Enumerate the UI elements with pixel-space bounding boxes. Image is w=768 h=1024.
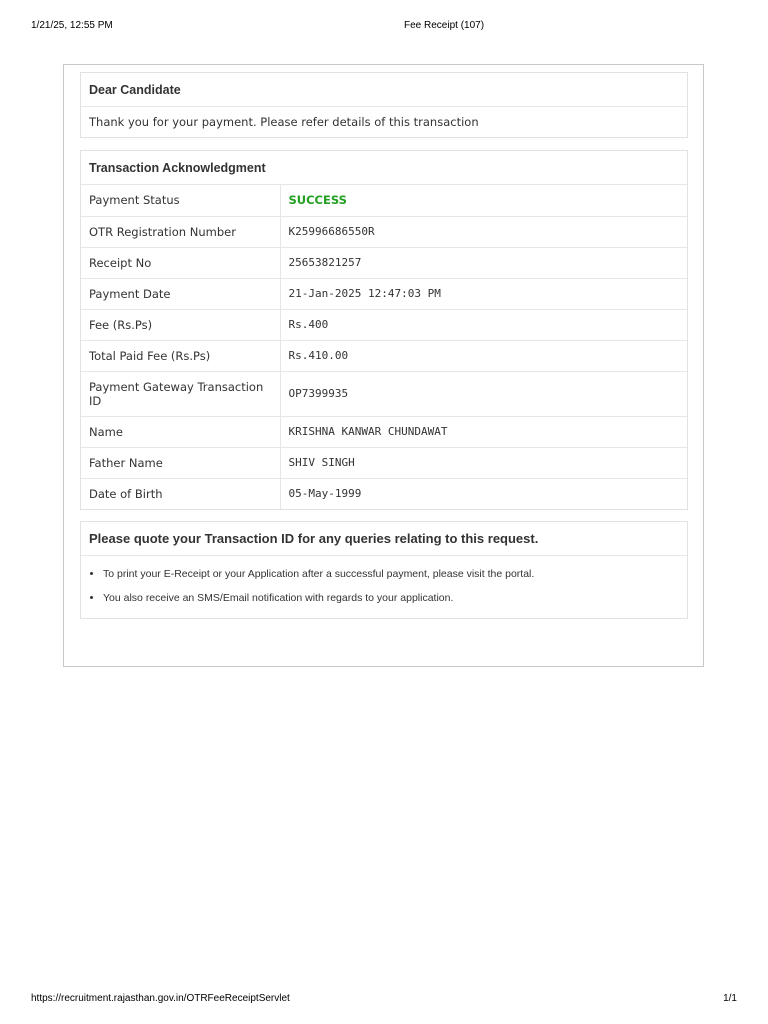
table-row [81,371,687,416]
notice-heading: Please quote your Transaction ID for any queries relating to this request. [81,522,687,556]
notice-list [81,556,687,614]
row-value: KRISHNA KANWAR CHUNDAWAT [280,416,687,447]
row-value: 21-Jan-2025 12:47:03 PM [280,278,687,309]
page-number: 1/1 [723,993,737,1004]
table-row [81,309,687,340]
row-label: Payment Date [81,278,280,309]
row-value: 05-May-1999 [280,478,687,509]
list-item: • You also receive an SMS/Email notification with regards to your application. [103,590,687,614]
row-label: Father Name [81,447,280,478]
row-label: Total Paid Fee (Rs.Ps) [81,340,280,371]
greeting-panel [80,72,688,138]
table-row [81,340,687,371]
acknowledgment-heading: Transaction Acknowledgment [81,151,687,185]
table-row [81,247,687,278]
table-row [81,185,687,216]
row-label: Name [81,416,280,447]
row-label: Payment Status [81,185,280,216]
row-label: OTR Registration Number [81,216,280,247]
notice-panel [80,521,688,619]
table-row [81,278,687,309]
row-value: 25653821257 [280,247,687,278]
row-value: OP7399935 [280,371,687,416]
acknowledgment-table [81,185,687,509]
table-row [81,216,687,247]
row-label: Receipt No [81,247,280,278]
print-url: https://recruitment.rajasthan.gov.in/OTRFeeReceiptServlet [31,993,290,1004]
row-value: K25996686550R [280,216,687,247]
acknowledgment-panel [80,150,688,510]
print-header [31,20,737,34]
row-value: Rs.400 [280,309,687,340]
list-item: • To print your E-Receipt or your Application after a successful payment, please visit the portal. [103,566,687,590]
greeting-message: Thank you for your payment. Please refer details of this transaction [89,115,479,129]
table-row [81,478,687,509]
table-row [81,447,687,478]
greeting-heading: Dear Candidate [81,73,687,107]
table-row [81,416,687,447]
print-datetime: 1/21/25, 12:55 PM [31,20,113,31]
row-value: SHIV SINGH [280,447,687,478]
row-value: Rs.410.00 [280,340,687,371]
row-label: Fee (Rs.Ps) [81,309,280,340]
print-footer [31,993,737,1007]
payment-status-value: SUCCESS [288,193,347,208]
row-label: Date of Birth [81,478,280,509]
print-title: Fee Receipt (107) [404,20,485,31]
row-label: Payment Gateway Transaction ID [81,371,280,416]
